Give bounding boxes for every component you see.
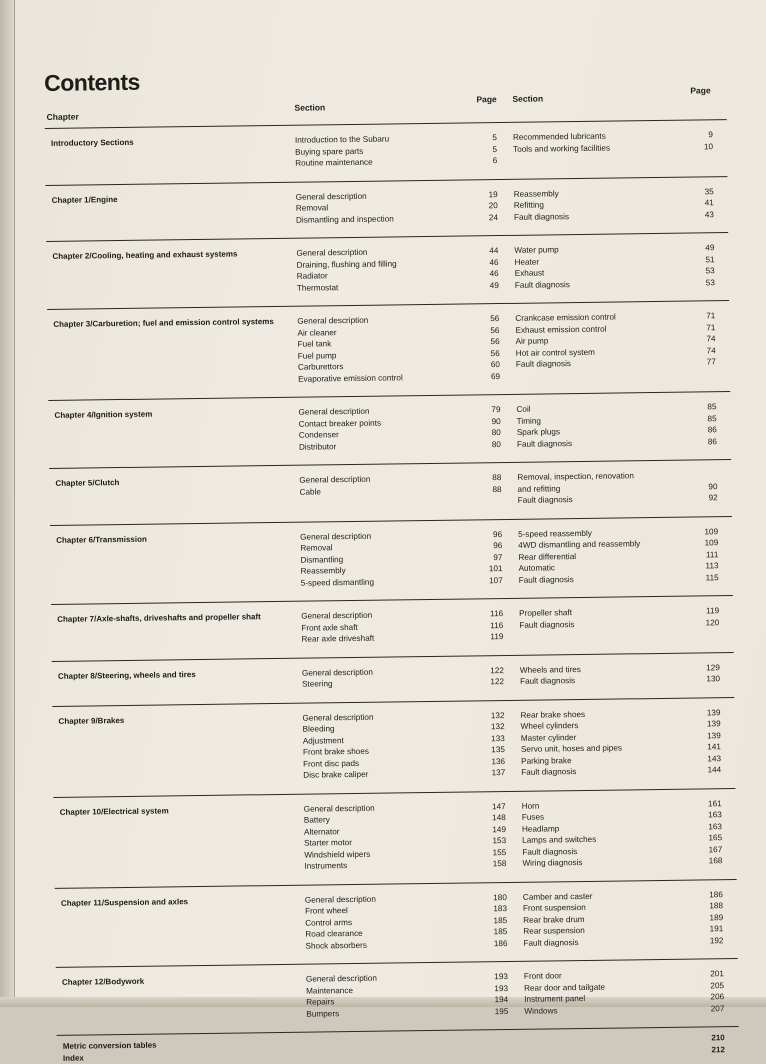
page-number: 161 <box>707 798 722 808</box>
section-entry: Fault diagnosis <box>518 574 574 585</box>
page-number: 207 <box>710 1003 725 1013</box>
page-number: 195 <box>494 1006 509 1016</box>
section-divider <box>46 232 728 242</box>
header-page-left: Page <box>476 94 497 105</box>
chapter-name: Chapter 12/Bodywork <box>61 976 145 987</box>
page-number: 139 <box>707 730 721 740</box>
page-number: 137 <box>491 768 506 778</box>
page-number: 185 <box>493 915 508 925</box>
page-number: 96 <box>493 541 503 551</box>
section-entry: Reassembly <box>513 188 559 199</box>
page-number: 122 <box>490 665 504 675</box>
page-column-right <box>686 242 715 288</box>
header-chapter: Chapter <box>46 111 79 122</box>
section-entry: Radiator <box>296 271 328 281</box>
page-number: 163 <box>708 810 722 820</box>
section-column-left <box>301 608 481 645</box>
section-entry: Introduction to the Subaru <box>294 134 390 145</box>
section-entry: Cable <box>299 486 322 497</box>
chapter-name: Chapter 4/Ignition system <box>54 409 153 420</box>
page-column-right <box>690 526 719 584</box>
section-entry: Air cleaner <box>297 327 337 338</box>
page-column-right <box>695 889 724 947</box>
section-entry: Bleeding <box>302 724 335 734</box>
page-column-right <box>686 186 714 221</box>
section-entry: General description <box>301 610 373 621</box>
page-number: 155 <box>492 847 507 857</box>
section-entry: General description <box>304 894 376 905</box>
page-number: 86 <box>707 425 717 435</box>
section-entry: Lamps and switches <box>522 834 597 845</box>
section-entry: Road clearance <box>305 928 363 939</box>
section-divider <box>49 459 731 469</box>
page-number: 96 <box>492 529 503 539</box>
section-column-left <box>295 132 475 169</box>
section-entry: Battery <box>303 815 330 825</box>
section-entry: Fault diagnosis <box>514 279 570 290</box>
section-entry: Rear axle driveshaft <box>301 633 375 644</box>
page-number: 132 <box>490 722 505 732</box>
page-number: 56 <box>490 325 500 335</box>
section-entry: Master cylinder <box>520 732 577 743</box>
section-entry: Fault diagnosis <box>515 359 572 369</box>
page-number: 92 <box>708 493 718 503</box>
section-entry: Fault diagnosis <box>522 846 578 857</box>
section-column-left <box>304 801 485 872</box>
section-entry: Fault diagnosis <box>513 211 570 222</box>
section-entry: 5-speed reassembly <box>518 528 592 539</box>
section-entry: Headlamp <box>521 823 560 834</box>
page-number: 205 <box>710 980 725 990</box>
page-number: 188 <box>709 901 724 911</box>
page-number: 143 <box>707 753 722 763</box>
section-entry: Parking brake <box>521 755 572 766</box>
section-entry: Removal <box>295 203 329 213</box>
section-entry: Fuses <box>521 812 545 822</box>
page-column-left <box>476 245 499 291</box>
page-number: 9 <box>708 130 713 140</box>
section-entry: Timing <box>516 416 541 426</box>
page-number: 79 <box>491 405 501 415</box>
section-column-left <box>296 189 476 226</box>
section-entry: General description <box>299 474 371 485</box>
page-number: 186 <box>493 938 508 948</box>
section-entry: Fault diagnosis <box>517 495 573 505</box>
chapter-name: Chapter 7/Axle-shafts, driveshafts and propeller shaft <box>57 612 261 624</box>
section-entry: Instrument panel <box>524 993 586 1004</box>
section-column-right <box>520 707 691 778</box>
page-number: 129 <box>706 662 720 672</box>
section-entry: Fault diagnosis <box>519 676 576 686</box>
section-entry: Front door <box>523 971 562 981</box>
section-divider <box>56 958 738 968</box>
section-column-right <box>514 243 685 291</box>
page-column-right <box>689 469 717 504</box>
section-entry: General description <box>301 667 373 678</box>
section-divider <box>51 595 733 605</box>
page-number: 49 <box>489 280 499 290</box>
section-column-right <box>520 662 690 687</box>
page-column-left <box>475 132 497 167</box>
section-entry: Fault diagnosis <box>523 937 579 948</box>
footer-entry: Index <box>62 1053 84 1063</box>
section-column-right <box>514 186 684 223</box>
section-entry: Spark plugs <box>516 427 561 437</box>
section-entry: Camber and caster <box>522 891 593 902</box>
section-entry: Removal <box>300 543 333 553</box>
page-number: 46 <box>489 257 499 267</box>
page-number: 35 <box>704 186 714 196</box>
page-number: 90 <box>491 416 501 426</box>
page-number: 141 <box>707 742 721 752</box>
page-number: 88 <box>492 473 502 483</box>
section-divider <box>52 697 734 707</box>
chapter-name: Chapter 2/Cooling, heating and exhaust systems <box>52 249 238 261</box>
page-number: 167 <box>708 844 723 854</box>
page-column-right <box>694 798 723 867</box>
page-number: 19 <box>488 189 498 199</box>
page-number: 53 <box>705 277 715 287</box>
section-entry: Heater <box>514 257 540 267</box>
section-entry: Removal, inspection, renovation <box>517 471 634 482</box>
section-column-right <box>519 606 689 631</box>
page-number: 85 <box>707 413 717 423</box>
section-entry: Bumpers <box>306 1008 340 1019</box>
section-entry: Distributor <box>298 441 337 452</box>
page-number: 115 <box>705 572 719 582</box>
section-entry: Front axle shaft <box>301 622 358 633</box>
chapter-name: Introductory Sections <box>50 137 134 148</box>
page-column-left <box>482 710 505 779</box>
page-number: 24 <box>488 212 499 222</box>
page-column-right <box>692 707 721 776</box>
footer-entry: Metric conversion tables <box>62 1040 157 1051</box>
page-column-right <box>688 401 717 447</box>
section-divider <box>45 176 727 186</box>
page-number: 56 <box>490 337 500 347</box>
page-number: 80 <box>491 428 501 438</box>
page-number: 139 <box>706 707 721 717</box>
page-number: 133 <box>491 733 505 743</box>
section-entry: Propeller shaft <box>519 608 573 618</box>
page-title: Contents <box>44 68 141 96</box>
page-number: 6 <box>492 156 498 166</box>
section-entry: Reassembly <box>300 566 346 576</box>
page-number: 120 <box>705 617 720 627</box>
section-entry: Exhaust emission control <box>515 324 607 335</box>
section-column-right <box>523 889 694 949</box>
section-divider <box>55 879 737 889</box>
page-number: 88 <box>492 484 502 494</box>
section-entry: Fuel pump <box>297 350 337 361</box>
section-entry: General description <box>295 191 367 202</box>
page-number: 109 <box>704 526 719 536</box>
page-number: 77 <box>706 357 716 367</box>
page-number: 210 <box>711 1033 725 1043</box>
section-column-left <box>297 313 478 384</box>
section-entry: General description <box>305 973 377 984</box>
page-number: 86 <box>707 436 717 446</box>
page-number: 130 <box>706 674 721 684</box>
page-number: 186 <box>709 889 723 899</box>
page-number: 147 <box>491 801 506 811</box>
section-entry: Alternator <box>303 826 340 837</box>
section-divider <box>50 516 732 526</box>
page-number: 90 <box>708 481 718 491</box>
page-number: 56 <box>490 314 500 324</box>
section-entry: Fault diagnosis <box>521 767 577 777</box>
section-entry: Contact breaker points <box>298 418 382 429</box>
header-page-right: Page <box>690 85 711 96</box>
page-number: 41 <box>704 198 714 208</box>
section-divider <box>52 652 734 662</box>
page-number: 46 <box>489 269 499 279</box>
section-entry: 4WD dismantling and reassembly <box>518 539 641 550</box>
page-number: 132 <box>490 710 505 720</box>
page-number: 5 <box>492 133 497 143</box>
contents-sheet <box>44 61 726 1063</box>
page-number: 49 <box>705 243 715 253</box>
page-number: 53 <box>705 266 715 276</box>
section-entry: Rear differential <box>518 551 577 562</box>
section-entry: Steering <box>302 679 333 689</box>
section-column-right <box>513 130 683 155</box>
section-column-right <box>516 402 687 450</box>
section-entry: and refitting <box>517 483 561 494</box>
page-number: 71 <box>706 311 716 321</box>
section-entry: Dismantling <box>300 554 344 565</box>
page-column-right <box>696 968 725 1014</box>
page-number: 153 <box>492 836 507 846</box>
section-entry: Disc brake caliper <box>303 769 369 780</box>
page-number: 185 <box>493 927 508 937</box>
chapter-name: Chapter 11/Suspension and axles <box>60 896 189 908</box>
page-column-left <box>478 404 501 450</box>
section-entry: Front wheel <box>304 906 348 916</box>
page-number: 193 <box>494 972 508 982</box>
page-column-left <box>480 529 503 587</box>
page-number: 43 <box>704 209 715 219</box>
header-section-left: Section <box>294 102 326 113</box>
page-number: 165 <box>708 833 723 843</box>
section-entry: Rear brake shoes <box>520 709 586 720</box>
section-divider <box>48 391 730 401</box>
page-column-left <box>484 801 507 870</box>
page-number: 5 <box>492 144 498 154</box>
section-entry: Water pump <box>514 245 559 255</box>
section-entry: Starter motor <box>304 838 352 848</box>
section-column-left <box>302 665 482 690</box>
page-number: 97 <box>493 552 503 562</box>
section-column-right <box>518 526 689 586</box>
page-number: 122 <box>490 677 505 687</box>
page-number: 163 <box>708 821 723 831</box>
section-entry: General description <box>296 247 368 258</box>
chapter-name: Chapter 5/Clutch <box>55 478 120 488</box>
page-number: 193 <box>494 983 509 993</box>
section-entry: Fault diagnosis <box>519 619 575 630</box>
section-entry: Horn <box>521 801 540 811</box>
section-entry: General description <box>298 406 370 417</box>
page-number: 119 <box>706 606 720 616</box>
section-entry: Refitting <box>513 200 544 210</box>
section-entry: Adjustment <box>302 735 344 746</box>
section-entry: Rear door and tailgate <box>523 982 606 993</box>
page-number: 113 <box>705 561 719 571</box>
section-entry: Front disc pads <box>303 758 360 769</box>
header-section-right: Section <box>512 93 544 104</box>
page-column-right <box>691 605 719 628</box>
page-number: 116 <box>490 609 504 619</box>
section-entry: Windows <box>524 1005 558 1016</box>
page-number: 101 <box>488 564 503 574</box>
section-entry: General description <box>303 803 375 814</box>
page-number: 119 <box>490 632 504 642</box>
section-entry: Draining, flushing and filling <box>296 258 397 270</box>
section-entry: Automatic <box>518 563 556 573</box>
page-column-right <box>685 129 713 152</box>
section-entry: General description <box>302 712 374 723</box>
page-column-left <box>485 892 508 950</box>
page-number: 74 <box>706 334 716 344</box>
section-entry: Condenser <box>298 430 339 440</box>
section-column-left <box>299 472 479 497</box>
section-entry: Fuel tank <box>297 339 332 349</box>
page-number: 201 <box>710 969 724 979</box>
section-entry: Fault diagnosis <box>516 438 573 449</box>
section-entry: Air pump <box>515 336 549 346</box>
page-number: 20 <box>488 201 498 211</box>
chapter-name: Chapter 8/Steering, wheels and tires <box>57 669 196 681</box>
section-entry: Shock absorbers <box>305 940 367 951</box>
section-entry: General description <box>300 531 372 542</box>
section-entry: Crankcase emission control <box>515 312 616 323</box>
page-number: 212 <box>711 1044 725 1054</box>
page-number: 144 <box>707 765 722 775</box>
section-entry: Exhaust <box>514 268 545 278</box>
section-entry: Wheels and tires <box>519 664 581 675</box>
page-number: 158 <box>492 859 507 869</box>
section-entry: Buying spare parts <box>295 146 364 157</box>
page-number: 116 <box>490 620 504 630</box>
page-number: 85 <box>707 402 717 412</box>
page-column-left <box>486 971 509 1017</box>
section-entry: Maintenance <box>306 985 354 996</box>
page-column-left <box>476 189 498 224</box>
page-number: 60 <box>490 360 500 370</box>
page-column-left <box>479 472 501 495</box>
section-entry: Routine maintenance <box>295 157 373 168</box>
page-number: 183 <box>493 904 508 914</box>
section-entry: Dismantling and inspection <box>295 213 394 225</box>
page-column-right <box>692 662 720 685</box>
page-number: 206 <box>710 992 725 1002</box>
section-divider <box>47 300 729 310</box>
chapter-name: Chapter 10/Electrical system <box>59 805 169 817</box>
section-entry: Front suspension <box>522 902 586 913</box>
page-number: 168 <box>708 856 723 866</box>
page-number: 56 <box>490 348 500 358</box>
page-number <box>689 469 717 481</box>
section-entry: Wheel cylinders <box>520 721 579 731</box>
page-column-right <box>687 310 716 368</box>
section-column-right <box>515 311 686 371</box>
section-column-left <box>305 892 486 952</box>
chapter-name: Chapter 1/Engine <box>51 194 118 205</box>
page-number: 191 <box>709 924 724 934</box>
section-column-right <box>524 969 695 1017</box>
section-entry: Evaporative emission control <box>298 372 403 384</box>
section-entry: Rear brake drum <box>523 914 585 925</box>
section-column-left <box>300 529 481 589</box>
section-divider <box>57 1026 739 1036</box>
page-column-left <box>477 313 500 382</box>
page-number: 189 <box>709 912 724 922</box>
section-column-right <box>522 798 693 869</box>
page-number: 192 <box>709 935 724 945</box>
page-number: 135 <box>491 745 505 755</box>
section-entry: Rear suspension <box>523 925 585 936</box>
page-number: 44 <box>489 246 499 256</box>
page-number: 51 <box>705 254 715 264</box>
section-entry: Repairs <box>306 997 335 1007</box>
book-binding <box>0 0 15 1007</box>
page-number: 194 <box>494 995 509 1005</box>
page-number: 136 <box>491 756 506 766</box>
section-entry: 5-speed dismantling <box>300 577 375 588</box>
page-number: 148 <box>492 813 506 823</box>
section-entry: Hot air control system <box>515 347 595 358</box>
page-number: 111 <box>705 549 719 559</box>
section-column-left <box>296 245 477 293</box>
section-entry: Coil <box>516 404 531 414</box>
page-number: 69 <box>490 371 501 381</box>
section-entry: Carburettors <box>297 362 344 372</box>
page-number: 180 <box>493 892 507 902</box>
section-column-left <box>298 404 479 452</box>
section-entry: Instruments <box>304 861 348 871</box>
chapter-name: Chapter 3/Carburetion; fuel and emission control systems <box>53 317 274 329</box>
page-number: 74 <box>706 345 716 355</box>
section-column-right <box>517 470 687 507</box>
section-entry: Control arms <box>305 917 353 928</box>
section-divider <box>54 788 736 798</box>
page-column-left <box>481 608 503 643</box>
chapter-name: Chapter 6/Transmission <box>56 534 147 545</box>
section-entry: Tools and working facilities <box>513 143 611 154</box>
chapter-name: Chapter 9/Brakes <box>58 715 125 726</box>
section-entry: Servo unit, hoses and pipes <box>520 743 623 754</box>
page-number: 149 <box>492 824 507 834</box>
section-entry: Recommended lubricants <box>512 131 606 142</box>
page-number: 10 <box>703 141 714 151</box>
section-column-left <box>302 710 483 781</box>
section-entry: General description <box>297 315 369 326</box>
page-number: 71 <box>706 322 716 332</box>
section-entry: Thermostat <box>296 282 339 293</box>
page-number: 139 <box>706 719 721 729</box>
section-column-left <box>306 971 487 1019</box>
page-column-left <box>482 665 504 688</box>
section-entry: Wiring diagnosis <box>522 858 583 868</box>
page-number: 107 <box>488 575 503 585</box>
page-number: 109 <box>704 538 719 548</box>
section-entry: Front brake shoes <box>302 746 370 757</box>
page-number: 80 <box>491 439 501 449</box>
section-entry: Windshield wipers <box>304 849 371 860</box>
